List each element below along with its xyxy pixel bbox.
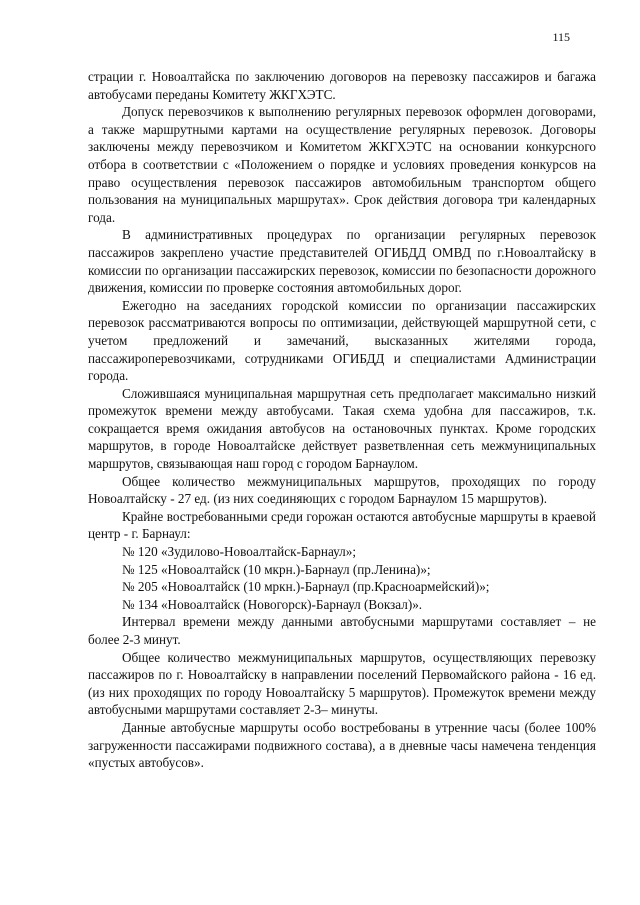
paragraph: Допуск перевозчиков к выполнению регулярных перевозок оформлен договорами, а также маршрутными картами на осуществление регулярных перевозок. Договоры заключены между перевозчиком и Комитетом ЖКГХЭТС на основании конкурсного отбора в соответствии с «Положением о порядке и условиях проведения конкурсов на право осуществления перевозок пассажиров автомобильным транспортом общего пользования на муниципальных маршрутах». Срок действия договора три календарных года.: [88, 104, 596, 225]
body-text: [88, 68, 596, 772]
route-item: № 134 «Новоалтайск (Новогорск)-Барнаул (Вокзал)».: [122, 596, 423, 612]
route-item: № 120 «Зудилово-Новоалтайск-Барнаул»;: [122, 544, 356, 560]
paragraph: Сложившаяся муниципальная маршрутная сеть предполагает максимально низкий промежуток времени между автобусами. Такая схема удобна для пассажиров, т.к. сокращается время ожидания автобусов на остановочных пунктах. Кроме городских маршрутов, в городе Новоалтайске действует разветвленная сеть межмуниципальных маршрутов, связывающая наш город с городом Барнаулом.: [88, 385, 596, 472]
route-item: № 125 «Новоалтайск (10 мкрн.)-Барнаул (пр.Ленина)»;: [122, 561, 431, 577]
page-number: 115: [552, 30, 570, 44]
paragraph: В административных процедурах по организации регулярных перевозок пассажиров закреплено участие представителей ОГИБДД ОМВД по г.Новоалтайску в комиссии по организации пассажирских перевозок, комиссии по безопасности дорожного движения, комиссии по проверке состояния автомобильных дорог.: [88, 227, 596, 296]
route-item: № 205 «Новоалтайск (10 мркн.)-Барнаул (пр.Красноармейский)»;: [122, 579, 490, 595]
paragraph-continuation: страции г. Новоалтайска по заключению договоров на перевозку пассажиров и багажа автобусами переданы Комитету ЖКГХЭТС.: [88, 69, 596, 102]
paragraph: Интервал времени между данными автобусными маршрутами составляет – не более 2-3 минут.: [88, 614, 596, 647]
paragraph: Ежегодно на заседаниях городской комиссии по организации пассажирских перевозок рассматриваются вопросы по оптимизации, действующей маршрутной сети, с учетом предложений и замечаний, высказанных жителями города, пассажироперевозчиками, сотрудниками ОГИБДД и специалистами Администрации города.: [88, 297, 596, 384]
paragraph: Общее количество межмуниципальных маршрутов, осуществляющих перевозку пассажиров по г. Новоалтайску в направлении поселений Первомайского района - 16 ед. (из них проходящих по городу Новоалтайску 5 маршрутов). Промежуток времени между автобусными маршрутами составляет 2-3– минуты.: [88, 649, 596, 718]
paragraph: Крайне востребованными среди горожан остаются автобусные маршруты в краевой центр - г. Барнаул:: [88, 508, 596, 542]
paragraph: Общее количество межмуниципальных маршрутов, проходящих по городу Новоалтайску - 27 ед. (из них соединяющих с городом Барнаулом 15 маршрутов).: [88, 473, 596, 507]
paragraph: Данные автобусные маршруты особо востребованы в утренние часы (более 100% загруженности пассажирами подвижного состава), а в дневные часы намечена тенденция «пустых автобусов».: [88, 719, 596, 771]
